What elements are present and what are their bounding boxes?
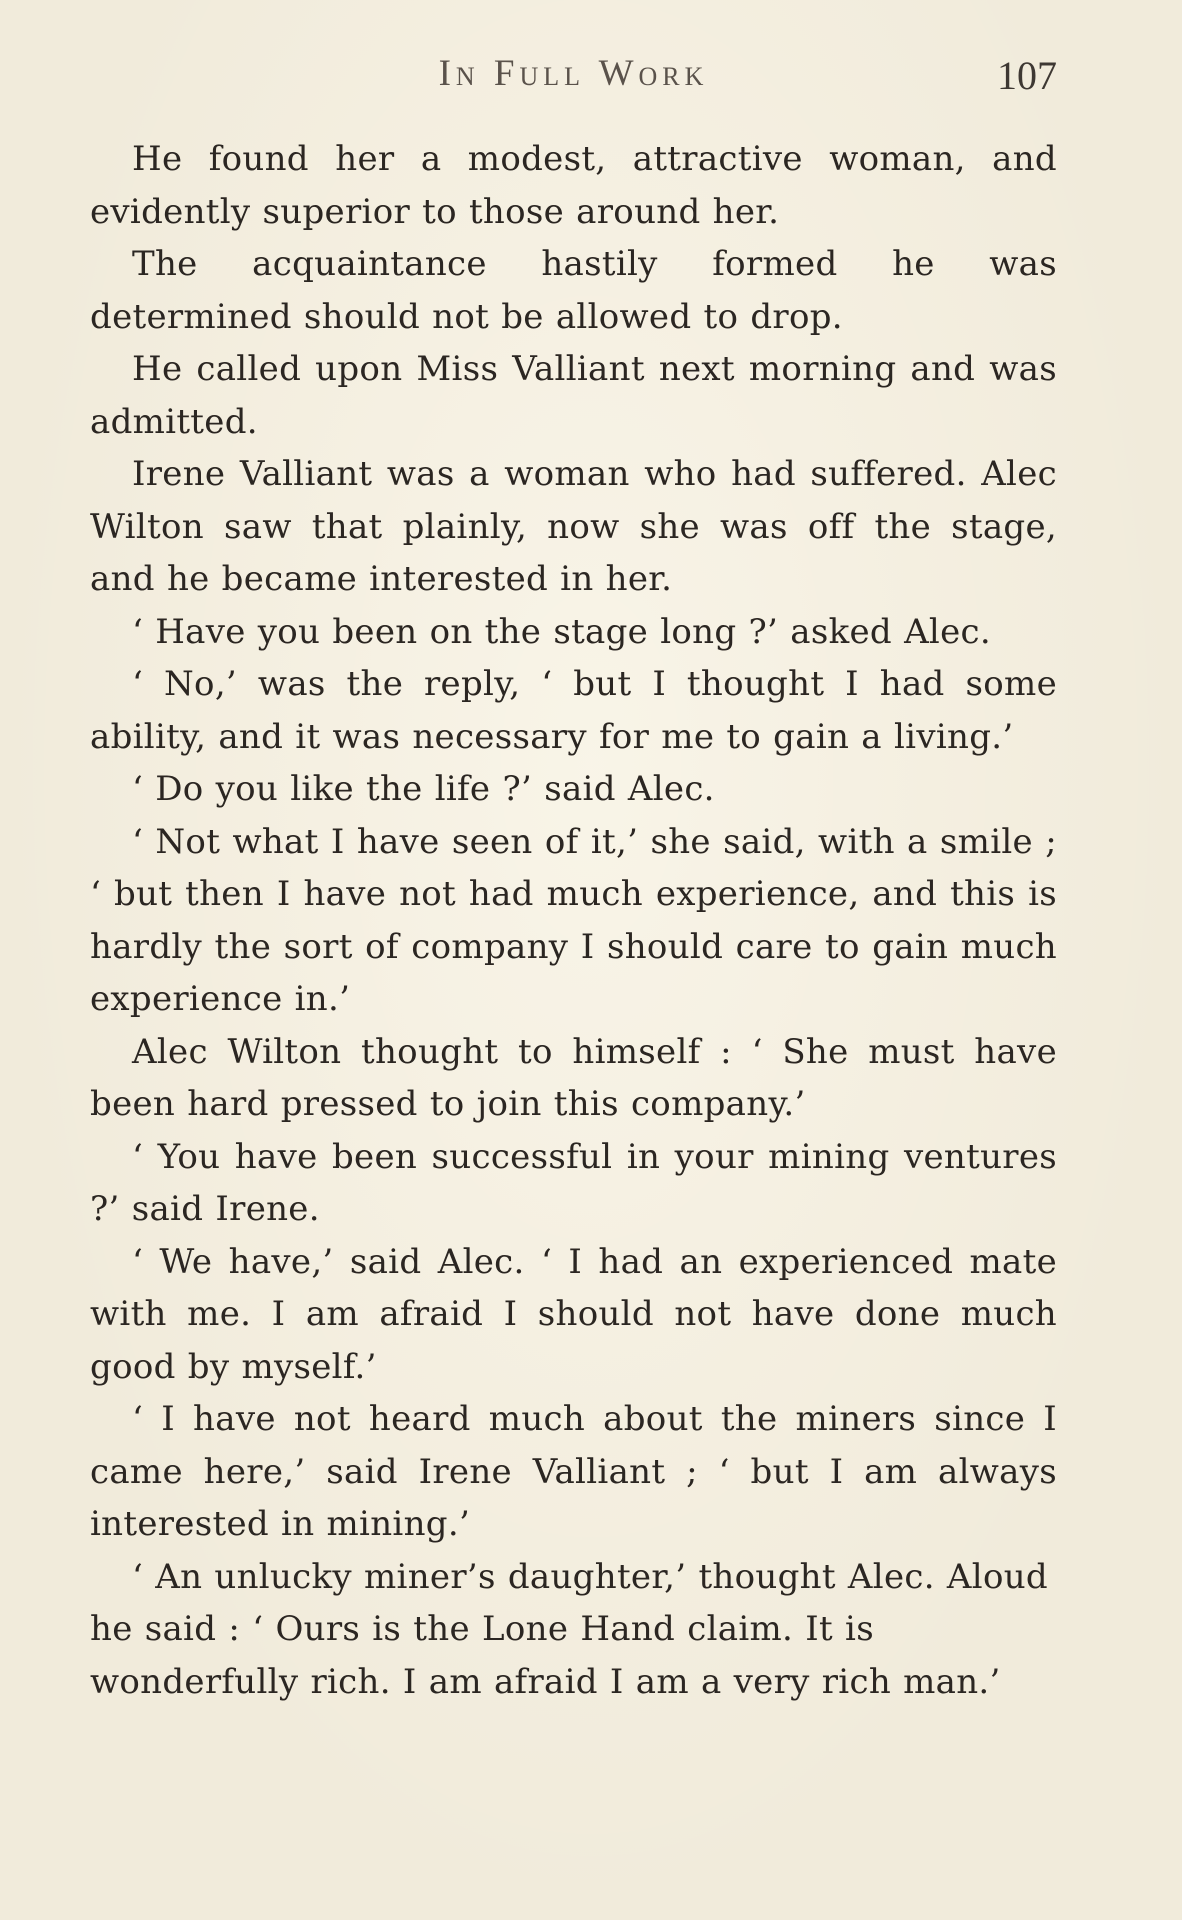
paragraph: ‘ Do you like the life ?’ said Alec. bbox=[132, 769, 715, 809]
paragraph: Alec Wilton thought to himself : ‘ She must have been hard pressed to join this company.’ bbox=[90, 1031, 1057, 1124]
paragraph: He found her a modest, attractive woman, and evidently superior to those around her. bbox=[90, 139, 1057, 232]
running-head: In Full Work bbox=[438, 53, 709, 94]
paragraph: ‘ Have you been on the stage long ?’ asked Alec. bbox=[132, 611, 991, 652]
paragraph: ‘ You have been successful in your mining ventures ?’ said Irene. bbox=[90, 1136, 1057, 1229]
paragraph: ‘ Not what I have seen of it,’ she said, with a smile ; ‘ but then I have not had much experience, and this is hardly the sort of company I should care to gain much experience in.’ bbox=[90, 821, 1057, 1019]
paragraph: He called upon Miss Valliant next morning and was admitted. bbox=[90, 349, 1057, 442]
paragraph: ‘ An unlucky miner’s daughter,’ thought Alec. Aloud he said : ‘ Ours is the Lone Hand claim. It is wonderfully rich. I am afraid I am a very rich man.’ bbox=[90, 1556, 1048, 1702]
paragraph: ‘ No,’ was the reply, ‘ but I thought I had some ability, and it was necessary for me to gain a living.’ bbox=[90, 664, 1057, 757]
paragraph: Irene Valliant was a woman who had suffered. Alec Wilton saw that plainly, now she was off the stage, and he became interested in her. bbox=[90, 454, 1057, 599]
paragraph: ‘ I have not heard much about the miners since I came here,’ said Irene Valliant ; ‘ but I am always interested in mining.’ bbox=[90, 1399, 1057, 1544]
body-text bbox=[90, 133, 1057, 1708]
page-number: 107 bbox=[997, 53, 1057, 98]
page-header bbox=[90, 44, 1057, 108]
paragraph: The acquaintance hastily formed he was determined should not be allowed to drop. bbox=[90, 244, 1057, 337]
paragraph: ‘ We have,’ said Alec. ‘ I had an experienced mate with me. I am afraid I should not have done much good by myself.’ bbox=[90, 1241, 1057, 1387]
